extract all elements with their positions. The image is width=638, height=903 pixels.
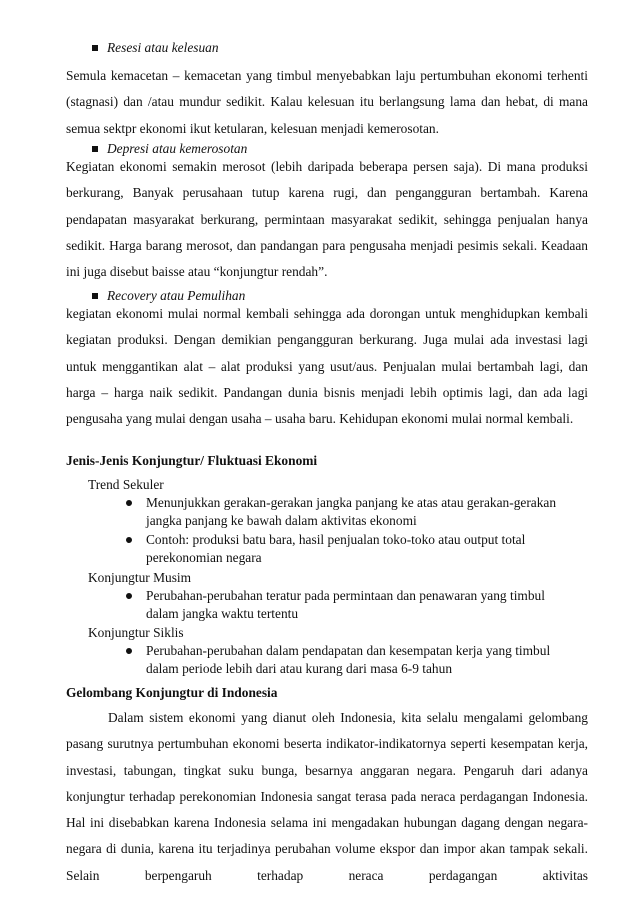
square-bullet-icon <box>92 293 98 299</box>
trend-sekuler-label: Trend Sekuler <box>88 477 164 492</box>
depresi-label: Depresi atau kemerosotan <box>107 141 248 156</box>
konjungtur-musim-label: Konjungtur Musim <box>88 570 192 585</box>
round-bullet-icon <box>126 537 132 543</box>
square-bullet-icon <box>92 146 98 152</box>
recovery-label: Recovery atau Pemulihan <box>107 288 246 303</box>
jenis-heading: Jenis-Jenis Konjungtur/ Fluktuasi Ekonomi <box>66 453 318 468</box>
round-bullet-icon <box>126 648 132 654</box>
depresi-paragraph: Kegiatan ekonomi semakin merosot (lebih daripada beberapa persen saja). Di mana produksi berkurang, Banyak perusahaan tutup karena rugi, dan pengangguran bertambah. Karena pendapatan masyarakat berkurang, permintaan masyarakat sedikit, sehingga penjualan hanya sedikit. Harga barang merosot, dan pandangan para pengusaha menjadi pesimis sekali. Keadaan ini juga disebut baisse atau “konjungtur rendah”. <box>66 159 588 280</box>
trend-bullet-1: Menunjukkan gerakan-gerakan jangka panjang ke atas atau gerakan-gerakan jangka panjang ke bawah dalam aktivitas ekonomi <box>146 494 576 530</box>
list-item-resesi <box>92 38 219 58</box>
musim-bullet-1: Perubahan-perubahan teratur pada permintaan dan penawaran yang timbul dalam jangka waktu tertentu <box>146 587 576 623</box>
round-bullet-icon <box>126 500 132 506</box>
konjungtur-siklis-label: Konjungtur Siklis <box>88 625 184 640</box>
gelombang-paragraph: Dalam sistem ekonomi yang dianut oleh Indonesia, kita selalu mengalami gelombang pasang surutnya pertumbuhan ekonomi beserta indikator-indikatornya seperti kesempatan kerja, investasi, tabungan, tingkat suku bunga, besarnya anggaran negara. Pengaruh dari adanya konjungtur terhadap perekonomian Indonesia sangat terasa pada neraca perdagangan Indonesia. Hal ini disebabkan karena Indonesia selama ini mengadakan hubungan dagang dengan negara-negara di dunia, karena itu terjadinya perubahan volume ekspor dan impor akan tampak sekali. Selain berpengaruh terhadap neraca perdagangan aktivitas <box>66 710 588 883</box>
resesi-paragraph: Semula kemacetan – kemacetan yang timbul menyebabkan laju pertumbuhan ekonomi terhenti (stagnasi) dan /atau mundur sedikit. Kalau kelesuan itu berlangsung lama dan hebat, di mana semua sektpr ekonomi ikut ketularan, kelesuan menjadi kemerosotan. <box>66 68 588 136</box>
gelombang-heading: Gelombang Konjungtur di Indonesia <box>66 685 278 700</box>
trend-bullet-2: Contoh: produksi batu bara, hasil penjualan toko-toko atau output total perekonomian negara <box>146 531 576 567</box>
resesi-label: Resesi atau kelesuan <box>107 40 219 55</box>
round-bullet-icon <box>126 593 132 599</box>
siklis-bullet-1: Perubahan-perubahan dalam pendapatan dan kesempatan kerja yang timbul dalam periode lebih dari atau kurang dari masa 6-9 tahun <box>146 642 576 678</box>
recovery-paragraph: kegiatan ekonomi mulai normal kembali sehingga ada dorongan untuk menghidupkan kembali kegiatan produksi. Dengan demikian pengangguran berkurang. Juga mulai ada investasi lagi untuk menggantikan alat – alat produksi yang usut/aus. Penjualan mulai bertambah lagi, dan harga – harga naik sedikit. Pandangan dunia bisnis menjadi lebih optimis lagi, dan ada lagi pengusaha yang mulai dengan usaha – usaha baru. Kehidupan ekonomi mulai normal kembali. <box>66 306 588 427</box>
square-bullet-icon <box>92 45 98 51</box>
